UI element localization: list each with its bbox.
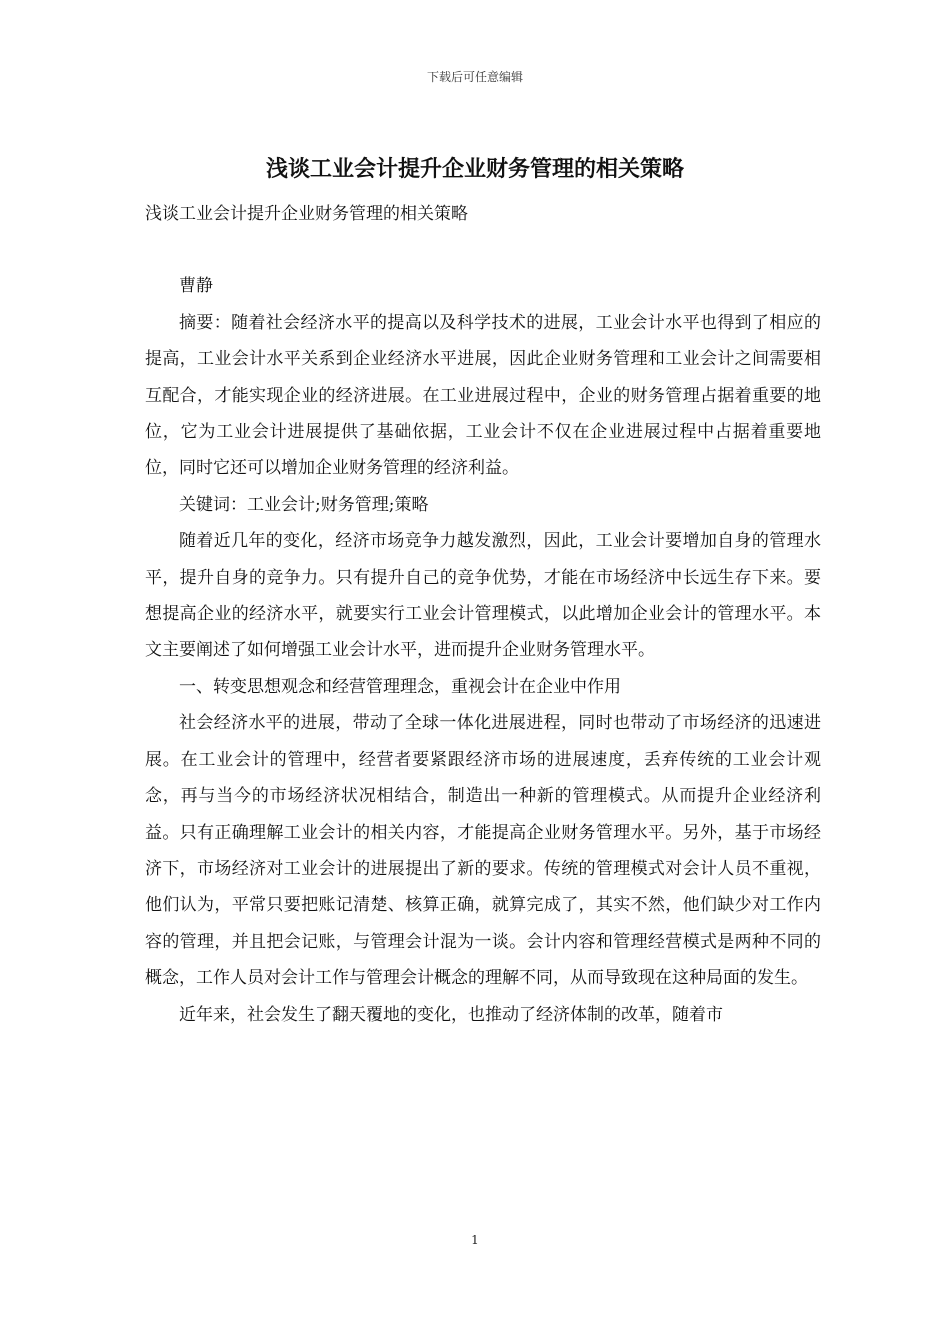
intro-paragraph: 随着近几年的变化，经济市场竞争力越发激烈，因此，工业会计要增加自身的管理水平，提升自身的竞争力。只有提升自己的竞争优势，才能在市场经济中长远生存下来。要想提高企业的经济水平，就要实行工业会计管理模式，以此增加企业会计的管理水平。本文主要阐述了如何增强工业会计水平，进而提升企业财务管理水平。 xyxy=(145,531,821,661)
section-paragraph: 社会经济水平的进展，带动了全球一体化进展进程，同时也带动了市场经济的迅速进展。在工业会计的管理中，经营者要紧跟经济市场的进展速度，丢弃传统的工业会计观念，再与当今的市场经济状况相结合，制造出一种新的管理模式。从而提升企业经济利益。只有正确理解工业会计的相关内容，才能提高企业财务管理水平。另外，基于市场经济下，市场经济对工业会计的进展提出了新的要求。传统的管理模式对会计人员不重视，他们认为，平常只要把账记清楚、核算正确，就算完成了，其实不然，他们缺少对工作内容的管理，并且把会记账，与管理会计混为一谈。会计内容和管理经营模式是两种不同的概念，工作人员对会计工作与管理会计概念的理解不同，从而导致现在这种局面的发生。 xyxy=(145,713,821,989)
document-title: 浅谈工业会计提升企业财务管理的相关策略 xyxy=(265,156,684,182)
page-number: 1 xyxy=(471,1233,479,1247)
section-heading: 一、转变思想观念和经营管理理念，重视会计在企业中作用 xyxy=(179,676,621,697)
document-subtitle: 浅谈工业会计提升企业财务管理的相关策略 xyxy=(145,204,468,224)
document-body xyxy=(145,196,821,1033)
abstract-paragraph: 摘要：随着社会经济水平的提高以及科学技术的进展，工业会计水平也得到了相应的提高，工业会计水平关系到企业经济水平进展，因此企业财务管理和工业会计之间需要相互配合，才能实现企业的经济进展。在工业进展过程中，企业的财务管理占据着重要的地位，它为工业会计进展提供了基础依据，工业会计不仅在企业进展过程中占据着重要地位，同时它还可以增加企业财务管理的经济利益。 xyxy=(145,312,821,479)
header-note: 下载后可任意编辑 xyxy=(426,70,523,84)
section-paragraph-continued: 近年来，社会发生了翻天覆地的变化，也推动了经济体制的改革，随着市 xyxy=(179,1004,723,1025)
author-name: 曹静 xyxy=(179,276,213,297)
keywords-line: 关键词：工业会计;财务管理;策略 xyxy=(179,494,429,515)
